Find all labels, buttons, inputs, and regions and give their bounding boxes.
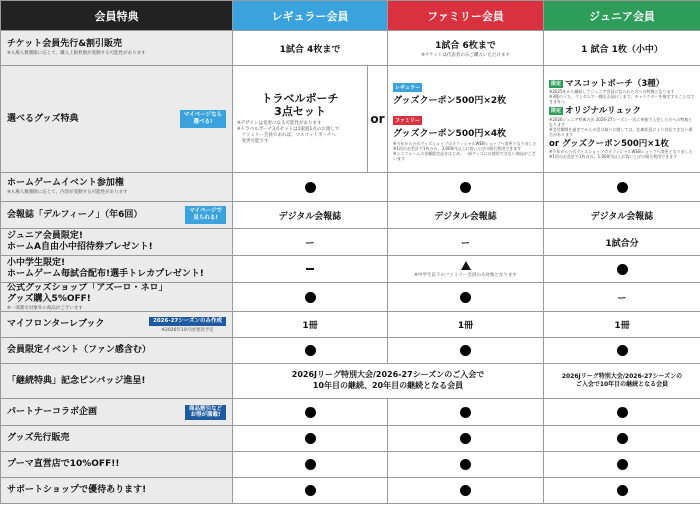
- family-cell: [388, 173, 544, 202]
- shipping-note: ※2026年10月頃発送予定: [161, 327, 214, 333]
- junior-cell: [544, 478, 700, 504]
- regular-cell: [233, 399, 388, 426]
- available-dot-icon: [617, 407, 628, 418]
- available-dot-icon: [305, 345, 316, 356]
- family-cell: [388, 283, 544, 312]
- regular-cell: [233, 478, 388, 504]
- travel-pouch-title: トラベルポーチ 3点セット: [261, 92, 339, 118]
- row-label: [1, 173, 233, 202]
- mascot-pouch: マスコットポーチ（3種）: [565, 79, 665, 90]
- junior-cell: [544, 399, 700, 426]
- junior-cell: [544, 256, 700, 283]
- row-partner: [1, 399, 700, 426]
- junior-cell: [544, 338, 700, 364]
- available-dot-icon: [460, 485, 471, 496]
- regular-family-merged-cell: 2026Jリーグ特別大会/2026-27シーズンのご入会で 10年目の継続、20年目の継続となる会員: [233, 364, 544, 399]
- available-dot-icon: [617, 433, 628, 444]
- family-tag: ファミリー: [395, 117, 420, 124]
- regular-goods: [233, 66, 368, 173]
- available-dot-icon: [617, 459, 628, 470]
- row-preorder: [1, 426, 700, 452]
- junior-cell: 1 試合 1枚（小中）: [544, 31, 700, 66]
- family-cell: [388, 426, 544, 452]
- header-regular: レギュラー会員: [233, 1, 388, 31]
- regular-cell: [233, 452, 388, 478]
- row-junior-invite: [1, 229, 700, 256]
- row-title: 小中学生限定! ホームゲーム毎試合配布!選手トレカプレゼント!: [7, 258, 204, 279]
- season-only-badge: 2026-27シーズンのみ作成: [149, 317, 226, 326]
- available-dot-icon: [617, 485, 628, 496]
- junior-cell: [544, 452, 700, 478]
- header-family: ファミリー会員: [388, 1, 544, 31]
- row-label: [1, 66, 233, 173]
- row-title: パートナーコラボ企画: [7, 406, 98, 417]
- header-junior: ジュニア会員: [544, 1, 700, 31]
- row-title: 会報誌「デルフィーノ」（年6回）: [7, 209, 143, 220]
- family-cell: [388, 399, 544, 426]
- row-label: [1, 399, 233, 426]
- row-label: [1, 452, 233, 478]
- regular-cell: 1試合 4枚まで: [233, 31, 388, 66]
- row-note: ※入場人数制限に応じて、内容が変動する可能性があります: [7, 190, 128, 196]
- row-label: [1, 283, 233, 312]
- row-label: [1, 312, 233, 338]
- coupon-note: ※今年から公式グッズショップのオフィシャルWEBショップへ変更となりました ※1回のお会計で1枚のみ。3,000円以上お買い上げの場合利用できます ※ユニフォームの各種限定品をはじめ、一部グッズには使用できない商品がございます: [393, 141, 537, 162]
- row-label: [1, 478, 233, 504]
- family-note: ※中学生以下のファミリー会員のみ対象となります: [414, 272, 517, 278]
- family-cell: デジタル会報誌: [388, 202, 544, 229]
- regular-cell: デジタル会報誌: [233, 202, 388, 229]
- regular-cell: [233, 426, 388, 452]
- regular-cell: [233, 256, 388, 283]
- row-shop: [1, 283, 700, 312]
- row-title: 会員限定イベント（ファン感含む）: [7, 345, 151, 356]
- family-cell: [388, 31, 544, 66]
- row-lepbook: [1, 312, 700, 338]
- row-title: サポートショップで優待あります!: [7, 485, 147, 496]
- available-dot-icon: [460, 407, 471, 418]
- available-dot-icon: [305, 485, 316, 496]
- row-title: ジュニア会員限定! ホームA自由小中招待券プレゼント!: [7, 231, 153, 252]
- row-limited-event: [1, 338, 700, 364]
- row-label: [1, 426, 233, 452]
- available-dot-icon: [305, 433, 316, 444]
- family-cell: [388, 256, 544, 283]
- row-label: [1, 229, 233, 256]
- row-title: チケット会員先行&割引販売: [7, 39, 123, 50]
- family-cell: 1冊: [388, 312, 544, 338]
- junior-goods: [544, 66, 700, 173]
- row-ticket: [1, 31, 700, 66]
- regular-cell: ー: [233, 229, 388, 256]
- row-title: ホームゲームイベント参加権: [7, 178, 124, 189]
- mypage-select-badge[interactable]: マイページなら 選べる!: [180, 110, 226, 127]
- available-dot-icon: [305, 459, 316, 470]
- row-label: [1, 364, 233, 399]
- available-dot-icon: [617, 182, 628, 193]
- row-magazine: [1, 202, 700, 229]
- available-dot-icon: [305, 407, 316, 418]
- family-goods: [388, 66, 544, 173]
- family-cell: [388, 478, 544, 504]
- original-backpack: オリジナルリュック: [565, 106, 641, 117]
- family-note: ※チケットは代表者のみご購入いただけます: [421, 53, 510, 58]
- row-title: 選べるグッズ特典: [7, 113, 79, 124]
- available-dot-icon: [305, 182, 316, 193]
- row-event: [1, 173, 700, 202]
- row-puma: [1, 452, 700, 478]
- junior-cell: 1冊: [544, 312, 700, 338]
- not-available-dash-icon: [306, 268, 314, 270]
- row-label: [1, 338, 233, 364]
- junior-cell: ー: [544, 283, 700, 312]
- coupon-line-2: グッズクーポン500円×4枚: [393, 128, 507, 139]
- row-support-shop: [1, 478, 700, 504]
- row-note: ※入場人数制限に応じて、購入上限枚数が変動する可能性があります: [7, 51, 146, 57]
- regular-cell: [233, 173, 388, 202]
- row-label: [1, 256, 233, 283]
- regular-cell: [233, 338, 388, 364]
- row-goods: [1, 66, 700, 173]
- row-note: ※一部割引対象外の商品がございます: [7, 305, 83, 311]
- available-dot-icon: [617, 345, 628, 356]
- row-title: グッズ先行販売: [7, 433, 70, 444]
- available-dot-icon: [460, 292, 471, 303]
- row-title: プーマ直営店で10%OFF!!: [7, 459, 120, 470]
- junior-cell: [544, 426, 700, 452]
- row-continuation: [1, 364, 700, 399]
- family-cell: ー: [388, 229, 544, 256]
- partial-triangle-icon: [461, 261, 471, 270]
- available-dot-icon: [460, 459, 471, 470]
- junior-cell: 2026Jリーグ特別大会/2026-27シーズンの ご入会で10年目の継続となる会員: [544, 364, 700, 399]
- family-cell: [388, 338, 544, 364]
- junior-cell: [544, 173, 700, 202]
- junior-cell: 1試合分: [544, 229, 700, 256]
- available-dot-icon: [460, 182, 471, 193]
- row-title: 「継続特典」記念ピンバッジ進呈!: [7, 375, 146, 386]
- regular-cell: [233, 283, 388, 312]
- row-label: [1, 31, 233, 66]
- row-title: マイフロンターレブック: [7, 319, 105, 330]
- available-dot-icon: [617, 264, 628, 275]
- or-separator: or: [368, 66, 388, 173]
- limited-tag: 限定: [551, 80, 562, 87]
- coupon-line-1: グッズクーポン500円×2枚: [393, 95, 507, 106]
- junior-coupon-note: ※今年から公式グッズショップのオフィシャルWEBショップへ変更となりました ※1回のお会計で1枚のみ。1,000円以上お買い上げの場合利用できます: [549, 148, 693, 159]
- limited-tag: 限定: [551, 107, 562, 114]
- mascot-pouch-note: ※2025年から継続してジュニア会員になられた方への特典となります ※3種のうち、ランダムで一種をお届けします。キャラクターを指定することはできません: [549, 89, 695, 105]
- available-dot-icon: [460, 345, 471, 356]
- available-dot-icon: [305, 292, 316, 303]
- travel-pouch-note: ※デザインは変更になる可能性があります ※トラベルポーチ3点セットは1家庭1点のお渡しで ファミリー会員であれば、マスコットポーチへ 変更可能です: [237, 121, 340, 144]
- family-value: 1試合 6枚まで: [435, 41, 496, 51]
- row-label: [1, 202, 233, 229]
- header-benefits: 会員特典: [1, 1, 233, 31]
- discount-badge: 商品割引など お得が満載!: [185, 405, 226, 420]
- row-title: 公式グッズショップ「アズーロ・ネロ」 グッズ購入5%OFF!: [7, 283, 168, 304]
- backpack-note: ※2026ジュニア特典方法 2026-27シーズン一式に単独で入会した方への特典となります ※受付期間を過ぎてからの受け取りに関しては、在庫状況により対応できない場合があります: [549, 116, 693, 137]
- junior-cell: デジタル会報誌: [544, 202, 700, 229]
- regular-cell: 1冊: [233, 312, 388, 338]
- available-dot-icon: [460, 433, 471, 444]
- mypage-view-badge[interactable]: マイページで 見られる!: [185, 206, 226, 223]
- row-trading-card: [1, 256, 700, 283]
- regular-tag: レギュラー: [395, 84, 421, 91]
- family-cell: [388, 452, 544, 478]
- junior-coupon: or グッズクーポン500円×1枚: [549, 138, 669, 149]
